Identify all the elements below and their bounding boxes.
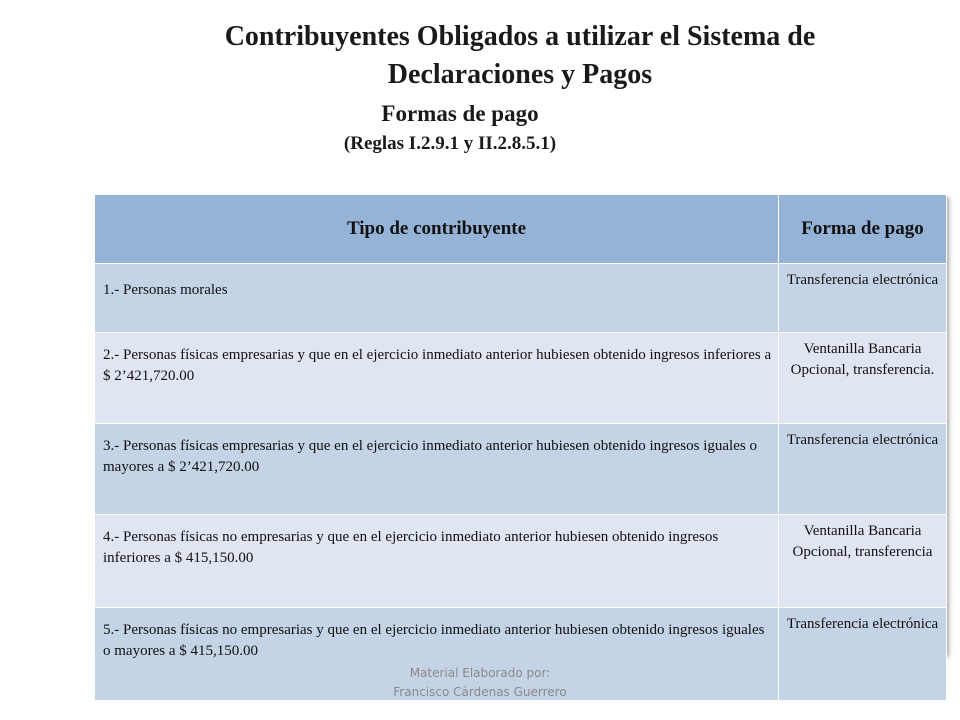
slide-title: Contribuyentes Obligados a utilizar el Sistema de Declaraciones y Pagos (224, 21, 816, 90)
cell-tipo: 2.- Personas físicas empresarias y que en el ejercicio inmediato anterior hubiesen obtenido ingresos inferiores a $ 2’421,720.00 (95, 333, 779, 424)
column-header-tipo: Tipo de contribuyente (95, 195, 779, 264)
cell-forma: Transferencia electrónica (779, 264, 947, 333)
table-row (95, 515, 947, 608)
cell-tipo: 1.- Personas morales (95, 264, 779, 333)
credit-line-1: Material Elaborado por: (409, 666, 551, 680)
cell-tipo: 5.- Personas físicas no empresarias y que en el ejercicio inmediato anterior hubiesen obtenido ingresos iguales o mayores a $ 415,150.00 (95, 608, 779, 701)
cell-forma: Ventanilla Bancaria Opcional, transferencia. (779, 333, 947, 424)
cell-tipo: 4.- Personas físicas no empresarias y que en el ejercicio inmediato anterior hubiesen obtenido ingresos inferiores a $ 415,150.00 (95, 515, 779, 608)
table-row (95, 424, 947, 515)
cell-forma: Ventanilla Bancaria Opcional, transferencia (779, 515, 947, 608)
credit-line-2: Francisco Cárdenas Guerrero (393, 685, 567, 699)
table-row (95, 264, 947, 333)
cell-tipo: 3.- Personas físicas empresarias y que en el ejercicio inmediato anterior hubiesen obtenido ingresos iguales o mayores a $ 2’421,720.00 (95, 424, 779, 515)
cell-forma: Transferencia electrónica (779, 424, 947, 515)
author-credit (330, 664, 630, 702)
table-header-row (95, 195, 947, 264)
payment-forms-table (94, 194, 946, 659)
slide-subtitle: Formas de pago (381, 101, 539, 126)
column-header-forma: Forma de pago (779, 195, 947, 264)
cell-forma: Transferencia electrónica (779, 608, 947, 701)
rules-reference: (Reglas I.2.9.1 y II.2.8.5.1) (343, 133, 557, 154)
table-row (95, 333, 947, 424)
